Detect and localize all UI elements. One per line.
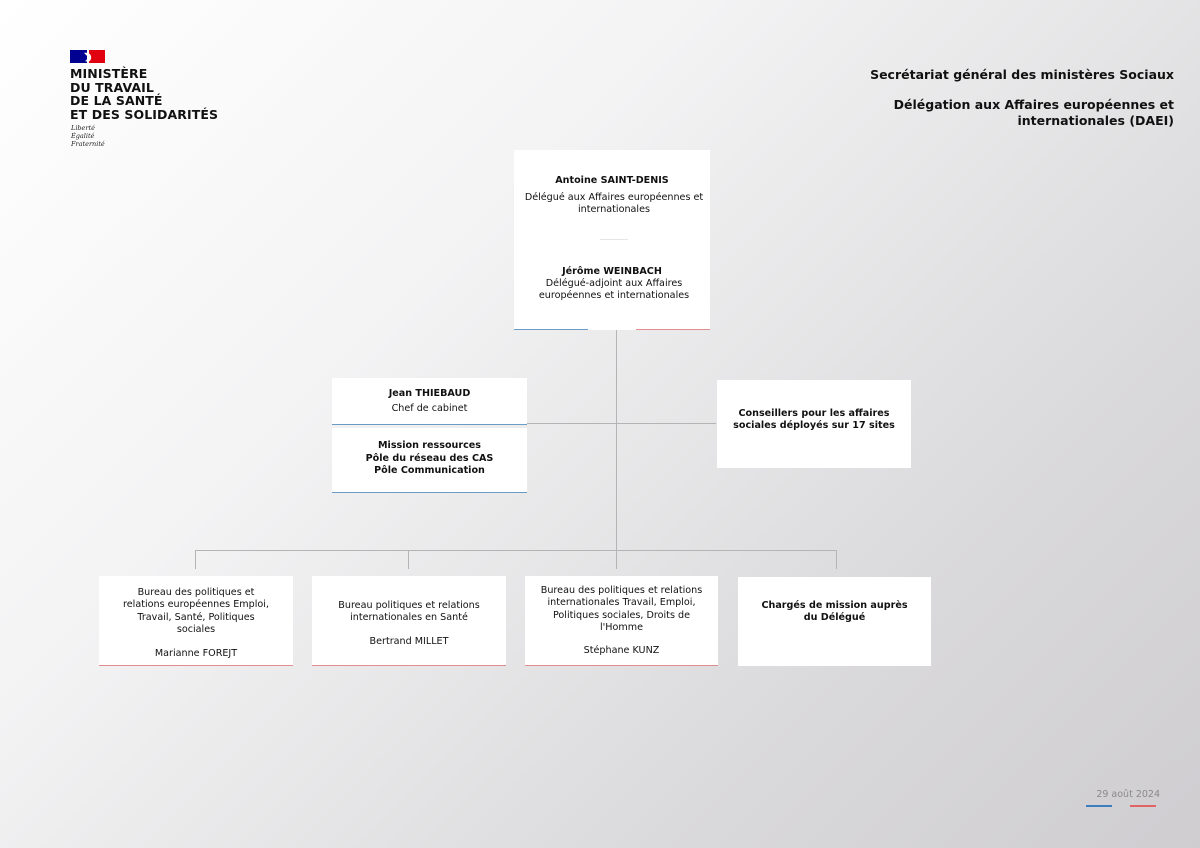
connector-side-branch (527, 423, 716, 424)
org-box-cabinet-units (332, 428, 527, 493)
cabinet-title: Chef de cabinet (391, 403, 468, 414)
box-divider (600, 239, 628, 240)
ministry-line: DU TRAVAIL (70, 79, 154, 95)
org-box-bureau-3 (525, 576, 718, 666)
underline-red (636, 329, 710, 331)
ministry-line: ET DES SOLIDARITÉS (70, 106, 219, 122)
cabinet-name: Jean THIEBAUD (388, 388, 471, 399)
org-box-bureau-2 (312, 576, 506, 666)
delegate-title: Délégué aux Affaires européennes et internationales (524, 192, 704, 216)
motto-line: Égalité (71, 132, 95, 141)
org-box-advisers (717, 380, 911, 468)
bureau-head: Marianne FOREJT (154, 648, 238, 659)
advisers-label: Conseillers pour les affaires sociales déployés sur 17 sites (733, 408, 895, 432)
bureau-label: Bureau des politiques et relations internationales Travail, Emploi, Politiques sociales, Droits de l'Homme (540, 585, 703, 634)
republic-motto (71, 124, 105, 149)
org-box-cabinet-head (332, 378, 527, 425)
header-delegation: Délégation aux Affaires européennes et internationales (DAEI) (893, 97, 1174, 128)
cabinet-unit: Mission ressources (377, 440, 482, 451)
motto-line: Liberté (71, 124, 95, 132)
deputy-name: Jérôme WEINBACH (562, 266, 662, 277)
bureau-head: Bertrand MILLET (369, 636, 449, 647)
bureau-label: Bureau politiques et relations internationales en Santé (338, 600, 480, 624)
underline-blue (514, 329, 588, 331)
org-box-chargés-de-mission (738, 577, 931, 666)
connector-drop-2 (408, 550, 409, 569)
connector-drop-4 (836, 550, 837, 569)
footer-date: 29 août 2024 (1096, 789, 1160, 800)
ministry-line: DE LA SANTÉ (70, 93, 163, 108)
motto-line: Fraternité (71, 140, 105, 149)
org-box-delegation (514, 150, 710, 330)
connector-drop-1 (195, 550, 196, 569)
connector-bus (195, 550, 837, 551)
connector-trunk (616, 330, 617, 569)
ministry-name (70, 67, 270, 121)
cabinet-unit: Pôle du réseau des CAS (365, 452, 494, 464)
org-box-bureau-1 (99, 576, 293, 666)
republic-flag-icon (70, 49, 105, 63)
bureau-head: Stéphane KUNZ (583, 645, 660, 656)
ministry-line: MINISTÈRE (70, 66, 148, 81)
bureau-label: Bureau des politiques et relations européennes Emploi, Travail, Santé, Politiques sociales (123, 587, 269, 636)
cabinet-unit: Pôle Communication (374, 465, 485, 476)
header-secretariat: Secrétariat général des ministères Sociaux (870, 67, 1174, 82)
bureau-label: Chargés de mission auprès du Délégué (761, 600, 908, 624)
delegate-name: Antoine SAINT-DENIS (555, 175, 669, 186)
deputy-title: Délégué-adjoint aux Affaires européennes et internationales (538, 278, 690, 302)
date-underline-blue (1086, 805, 1112, 807)
date-underline-red (1130, 805, 1156, 807)
